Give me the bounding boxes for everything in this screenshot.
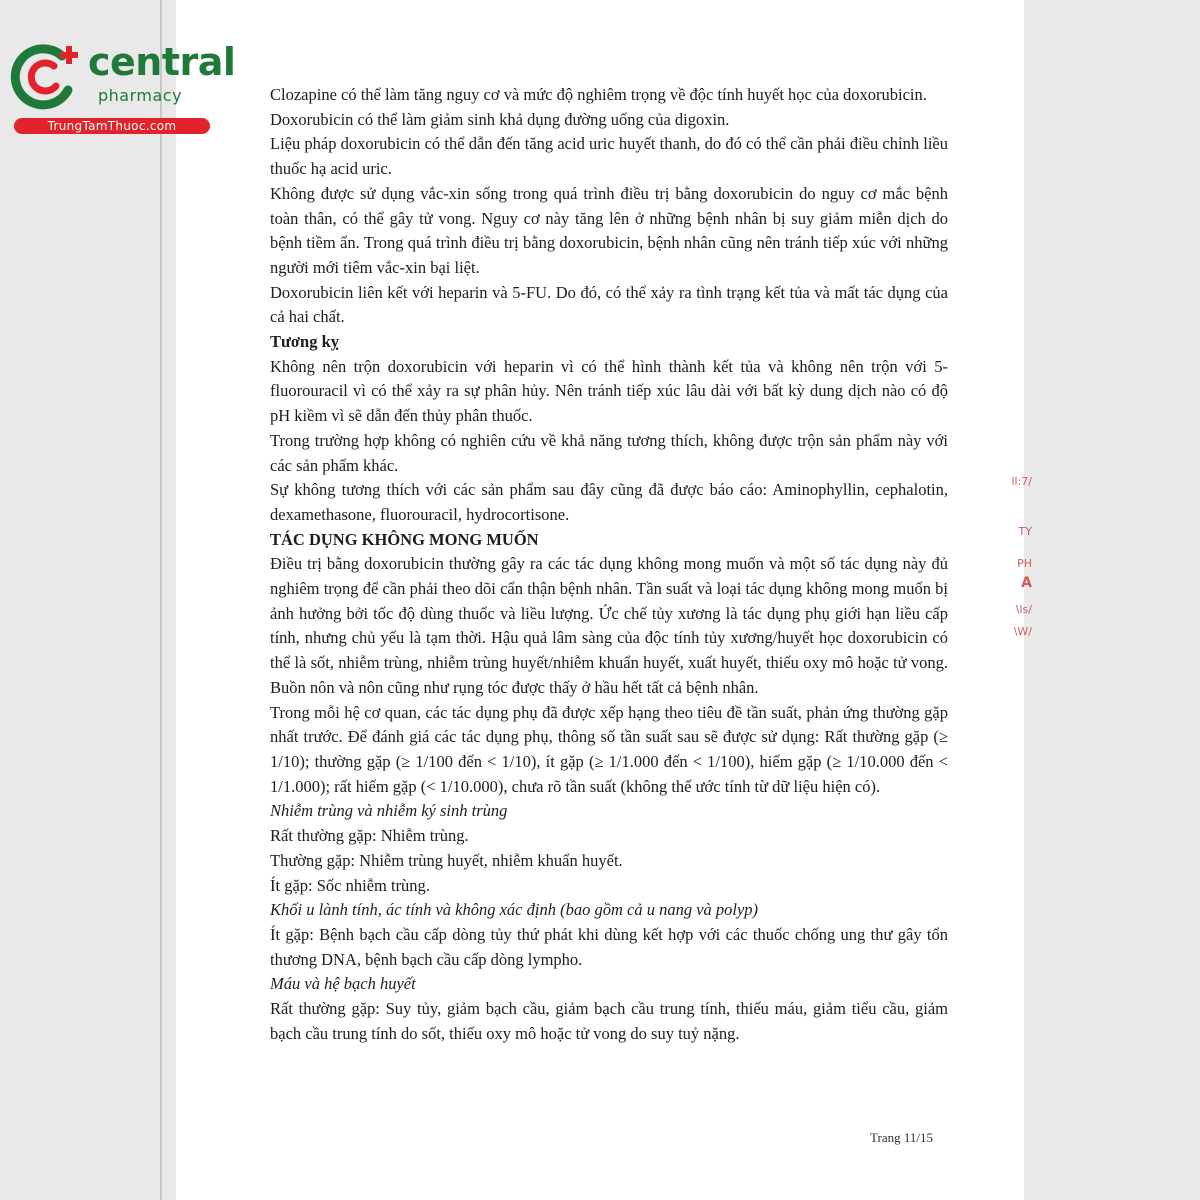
section-heading: Tương kỵ: [270, 332, 340, 352]
paragraph: Thường gặp: Nhiễm trùng huyết, nhiễm khuẩn huyết.: [270, 850, 623, 870]
paragraph: Doxorubicin có thể làm giảm sinh khả dụng đường uống của digoxin.: [270, 109, 730, 129]
paragraph: Ít gặp: Bệnh bạch cầu cấp dòng tủy thứ phát khi dùng kết hợp với các thuốc chống ung thư gây tổn thương DNA, bệnh bạch cầu cấp dòng lympho.: [270, 924, 948, 969]
paragraph: Rất thường gặp: Suy tủy, giảm bạch cầu, giảm bạch cầu trung tính, thiếu máu, giảm tiểu cầu, giảm bạch cầu trung tính do sốt, thiếu oxy mô hoặc tử vong do suy tuỷ nặng.: [270, 999, 948, 1043]
logo-mark-icon: [10, 38, 90, 118]
logo-brand-text: central: [88, 40, 236, 84]
paragraph: Rất thường gặp: Nhiễm trùng.: [270, 826, 469, 846]
paragraph: Sự không tương thích với các sản phẩm sau đây cũng đã được báo cáo: Aminophyllin, cephalotin, dexamethasone, fluorouracil, hydrocortisone.: [270, 480, 948, 524]
stamp-text: A: [1021, 575, 1032, 591]
stamp-text: TY: [1018, 525, 1032, 538]
logo-url-badge[interactable]: TrungTamThuoc.com: [14, 118, 210, 134]
central-pharmacy-logo[interactable]: [10, 38, 236, 138]
section-heading: TÁC DỤNG KHÔNG MONG MUỐN: [270, 529, 539, 549]
subsection-title: Khối u lành tính, ác tính và không xác định (bao gồm cả u nang và polyp): [270, 900, 759, 920]
paragraph: Liệu pháp doxorubicin có thể dẫn đến tăng acid uric huyết thanh, do đó có thể cần phải điều chỉnh liều thuốc hạ acid uric.: [270, 134, 948, 179]
paragraph: Ít gặp: Sốc nhiễm trùng.: [270, 875, 430, 895]
stamp-text: PH: [1017, 557, 1032, 570]
paragraph: Trong trường hợp không có nghiên cứu về khả năng tương thích, không được trộn sản phẩm này với các sản phẩm khác.: [270, 430, 948, 475]
page-number: Trang 11/15: [870, 1130, 933, 1145]
scan-edge: [160, 0, 162, 1200]
stamp-text: ll:7/: [1011, 475, 1032, 488]
paragraph: Clozapine có thể làm tăng nguy cơ và mức độ nghiêm trọng về độc tính huyết học của doxorubicin.: [270, 85, 927, 104]
red-stamp-fragment: [1004, 475, 1032, 645]
paragraph: Doxorubicin liên kết với heparin và 5-FU. Do đó, có thể xảy ra tình trạng kết tủa và mất tác dụng của cả hai chất.: [270, 282, 948, 327]
subsection-title: Máu và hệ bạch huyết: [270, 974, 416, 994]
paragraph: Trong mỗi hệ cơ quan, các tác dụng phụ đã được xếp hạng theo tiêu đề tần suất, phản ứng thường gặp nhất trước. Để đánh giá các tác dụng phụ, thông số tần suất sau sẽ được sử dụng: Rất thường gặp (≥ 1/10); thường gặp (≥ 1/100 đến < 1/10), ít gặp (≥ 1/1.000 đến < 1/100), hiếm gặp (≥ 1/10.000 đến < 1/1.000); rất hiếm gặp (< 1/10.000), chưa rõ tần suất (không thể ước tính từ dữ liệu hiện có).: [270, 702, 948, 796]
paragraph: Điều trị bằng doxorubicin thường gây ra các tác dụng không mong muốn và một số tác dụng này đủ nghiêm trọng để cần phải theo dõi cẩn thận bệnh nhân. Tần suất và loại tác dụng không mong muốn bị ảnh hưởng bởi tốc độ dùng thuốc và liều lượng. Ức chế tủy xương là tác dụng phụ giới hạn liều cấp tính, nhưng chủ yếu là tạm thời. Hậu quả lâm sàng của độc tính tủy xương/huyết học doxorubicin có thể là sốt, nhiễm trùng, nhiễm trùng huyết/nhiễm khuẩn huyết, xuất huyết, thiếu oxy mô hoặc tử vong. Buồn nôn và nôn cũng như rụng tóc được thấy ở hầu hết tất cả bệnh nhân.: [270, 554, 948, 697]
stamp-text: \W/: [1013, 625, 1032, 638]
document-body: [270, 83, 948, 1046]
paragraph: Không nên trộn doxorubicin với heparin vì có thể hình thành kết tủa và không nên trộn với 5-fluorouracil vì có thể xảy ra sự phân hủy. Nên tránh tiếp xúc lâu dài với bất kỳ dung dịch nào có độ pH kiềm vì sẽ dẫn đến thủy phân thuốc.: [270, 356, 948, 426]
paragraph: Không được sử dụng vắc-xin sống trong quá trình điều trị bằng doxorubicin do nguy cơ mắc bệnh toàn thân, có thể gây tử vong. Nguy cơ này tăng lên ở những bệnh nhân bị suy giảm miễn dịch do bệnh tiềm ẩn. Trong quá trình điều trị bằng doxorubicin, bệnh nhân cũng nên tránh tiếp xúc với những người mới tiêm vắc-xin bại liệt.: [270, 183, 948, 277]
stamp-text: \ls/: [1015, 603, 1032, 616]
logo-sub-text: pharmacy: [98, 86, 183, 105]
subsection-title: Nhiễm trùng và nhiễm ký sinh trùng: [270, 801, 508, 821]
